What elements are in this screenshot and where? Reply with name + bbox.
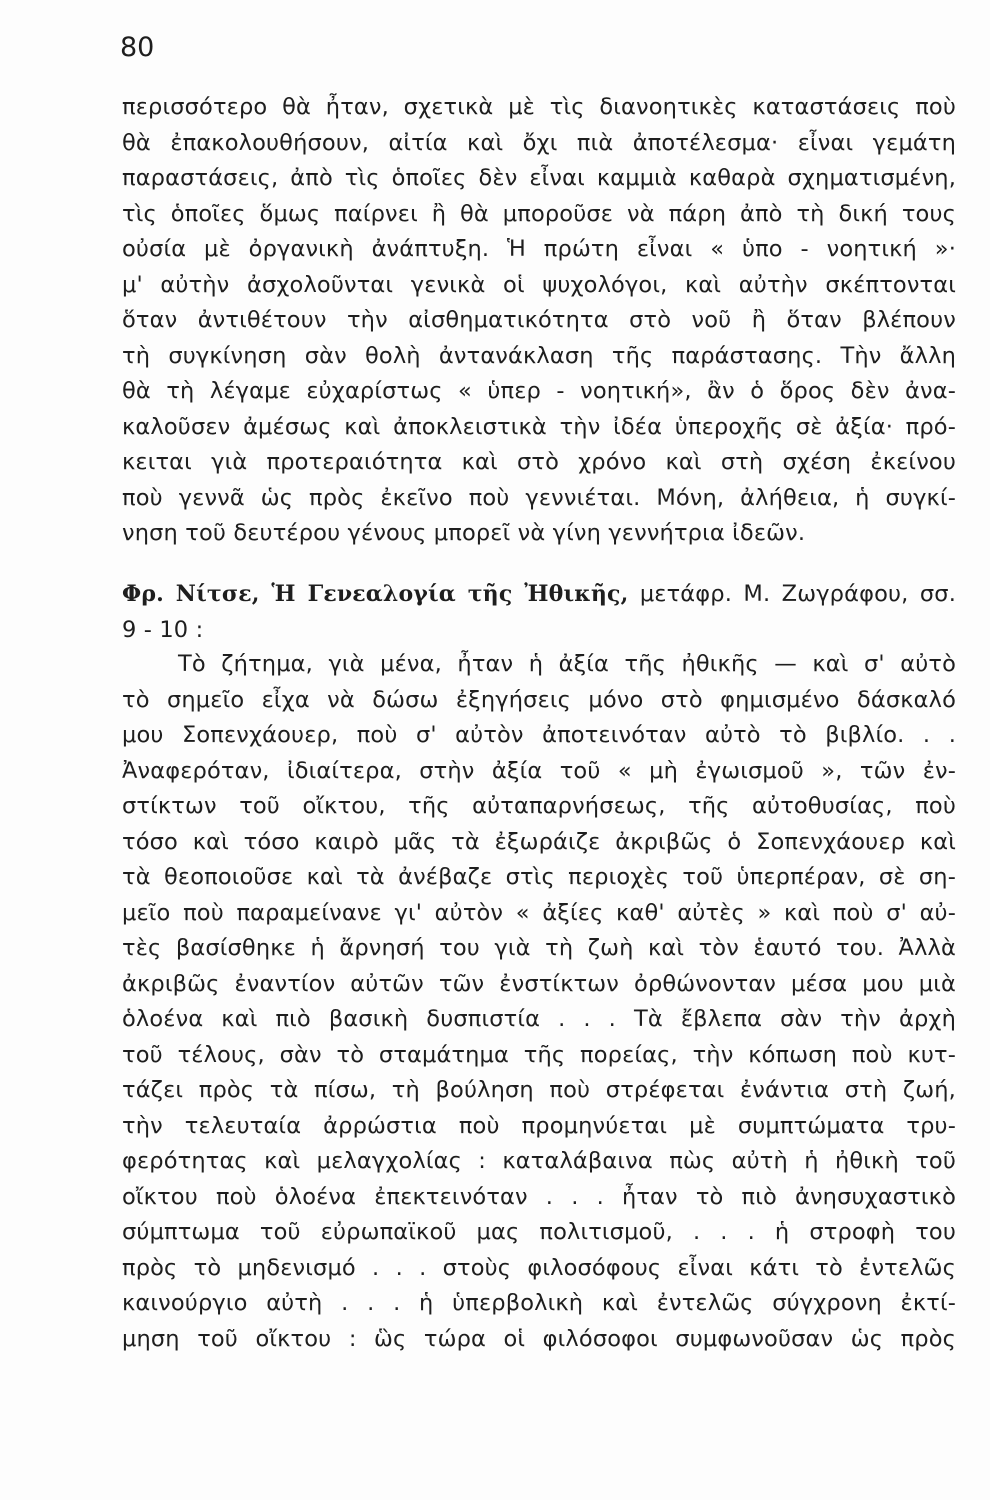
text-line: παραστάσεις, ἀπὸ τὶς ὁποῖες δὲν εἶναι καμμιὰ καθαρὰ σχηματισμένη,	[122, 165, 956, 191]
text-line: ὅταν ἀντιθέτουν τὴν αἰσθηματικότητα στὸ νοῦ ἢ ὅταν βλέπουν	[122, 307, 956, 333]
text-line: θὰ τὴ λέγαμε εὐχαρίστως « ὑπερ - νοητική», ἂν ὁ ὅρος δὲν ἀνα-	[122, 378, 956, 404]
text-line: θὰ ἐπακολουθήσουν, αἰτία καὶ ὄχι πιὰ ἀποτέλεσμα· εἶναι γεμάτη	[122, 129, 956, 156]
text-line: ἀκριβῶς ἐναντίον αὐτῶν τῶν ἐνστίκτων ὀρθώνονταν μέσα μου μιὰ	[122, 970, 956, 997]
text-line: Τὸ ζήτημα, γιὰ μένα, ἦταν ἡ ἀξία τῆς ἠθικῆς — καὶ σ' αὐτὸ	[178, 651, 956, 677]
text-line: τάζει πρὸς τὰ πίσω, τὴ βούληση ποὺ στρέφεται ἐνάντια στὴ ζωή,	[122, 1077, 956, 1103]
text-line: ὁλοένα καὶ πιὸ βασικὴ δυσπιστία . . . Τὰ ἔβλεπα σὰν τὴν ἀρχὴ	[122, 1006, 956, 1032]
citation-reference	[122, 577, 956, 648]
text-line: μεῖο ποὺ παραμείνανε γι' αὐτὸν « ἀξίες καθ' αὐτὲς » καὶ ποὺ σ' αὐ-	[122, 899, 956, 926]
text-line: μ' αὐτὴν ἀσχολοῦνται γενικὰ οἱ ψυχολόγοι, καὶ αὐτὴν σκέπτονται	[122, 271, 956, 298]
citation-details: μετάφρ. Μ. Ζωγράφου, σσ.	[639, 581, 956, 607]
text-line: τὴν τελευταία ἀρρώστια ποὺ προμηνύεται μὲ συμπτώματα τρυ-	[122, 1112, 956, 1139]
paragraph-2-quotation	[122, 647, 956, 1357]
text-line: τὲς βασίσθηκε ἡ ἄρνησή του γιὰ τὴ ζωὴ καὶ τὸν ἑαυτό του. Ἀλλὰ	[122, 935, 956, 961]
paragraph-1	[122, 90, 956, 552]
text-line: τὰ θεοποιοῦσε καὶ τὰ ἀνέβαζε στὶς περιοχὲς τοῦ ὑπερπέραν, σὲ ση-	[122, 864, 956, 890]
text-line: πρὸς τὸ μηδενισμό . . . στοὺς φιλοσόφους εἶναι κάτι τὸ ἐντελῶς	[122, 1254, 956, 1281]
citation-line	[122, 577, 956, 613]
text-line: τὸ σημεῖο εἶχα νὰ δώσω ἐξηγήσεις μόνο στὸ φημισμένο δάσκαλό	[122, 686, 956, 713]
citation-title: Φρ. Νίτσε, Ἡ Γενεαλογία τῆς Ἠθικῆς,	[122, 581, 629, 607]
text-line: καλοῦσεν ἀμέσως καὶ ἀποκλειστικὰ τὴν ἰδέα ὑπεροχῆς σὲ ἀξία· πρό-	[122, 413, 956, 440]
text-line: τόσο καὶ τόσο καιρὸ μᾶς τὰ ἐξωράιζε ἀκριβῶς ὁ Σοπενχάουερ καὶ	[122, 828, 956, 855]
text-line: καινούργιο αὐτὴ . . . ἡ ὑπερβολικὴ καὶ ἐντελῶς σύγχρονη ἐκτί-	[122, 1290, 956, 1316]
text-line: ποὺ γεννᾶ ὡς πρὸς ἐκεῖνο ποὺ γεννιέται. Μόνη, ἀλήθεια, ἡ συγκί-	[122, 484, 956, 511]
page-number: 80	[120, 32, 155, 63]
text-line: τὶς ὁποῖες ὅμως παίρνει ἢ θὰ μποροῦσε νὰ πάρη ἀπὸ τὴ δική τους	[122, 200, 956, 227]
text-line: τὴ συγκίνηση σὰν θολὴ ἀντανάκλαση τῆς παράστασης. Τὴν ἄλλη	[122, 342, 956, 369]
citation-pages: 9 - 10 :	[122, 616, 204, 643]
text-line: Ἀναφερόταν, ἰδιαίτερα, στὴν ἀξία τοῦ « μὴ ἐγωισμοῦ », τῶν ἐν-	[122, 757, 956, 784]
text-line: μηση τοῦ οἴκτου : ὣς τώρα οἱ φιλόσοφοι συμφωνοῦσαν ὡς πρὸς	[122, 1325, 956, 1352]
text-line: κειται γιὰ προτεραιότητα καὶ στὸ χρόνο καὶ στὴ σχέση ἐκείνου	[122, 449, 956, 475]
text-line: νηση τοῦ δευτέρου γένους μπορεῖ νὰ γίνη γεννήτρια ἰδεῶν.	[122, 520, 806, 546]
text-line: μου Σοπενχάουερ, ποὺ σ' αὐτὸν ἀποτεινόταν αὐτὸ τὸ βιβλίο. . .	[122, 722, 956, 748]
text-line: οἴκτου ποὺ ὁλοένα ἐπεκτεινόταν . . . ἦταν τὸ πιὸ ἀνησυχαστικὸ	[122, 1183, 956, 1210]
text-line: φερότητας καὶ μελαγχολίας : καταλάβαινα πὼς αὐτὴ ἡ ἠθικὴ τοῦ	[122, 1148, 956, 1174]
text-line: στίκτων τοῦ οἴκτου, τῆς αὐταπαρνήσεως, τῆς αὐτοθυσίας, ποὺ	[122, 793, 956, 819]
text-line: τοῦ τέλους, σὰν τὸ σταμάτημα τῆς πορείας, τὴν κόπωση ποὺ κυτ-	[122, 1041, 956, 1068]
text-line: οὐσία μὲ ὀργανικὴ ἀνάπτυξη. Ἡ πρώτη εἶναι « ὑπο - νοητική »·	[122, 236, 956, 262]
text-line: σύμπτωμα τοῦ εὐρωπαϊκοῦ μας πολιτισμοῦ, . . . ἡ στροφὴ του	[122, 1219, 956, 1245]
text-line: περισσότερο θὰ ἦταν, σχετικὰ μὲ τὶς διανοητικὲς καταστάσεις ποὺ	[122, 94, 956, 120]
